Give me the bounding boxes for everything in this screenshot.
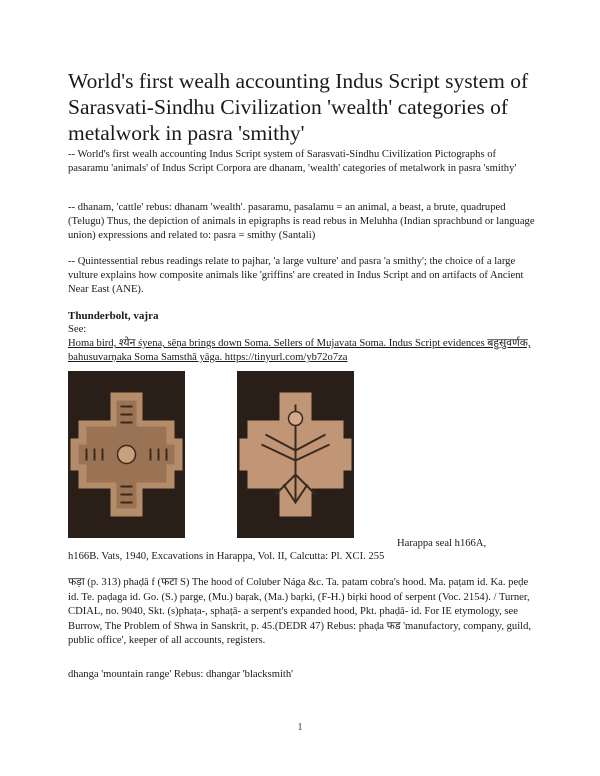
see-label: See:: [68, 324, 87, 335]
vulture-paragraph: -- Quintessential rebus readings relate to pajhar, 'a large vulture' and pasra 'a smithy'; the choice of a large vulture explains how composite animals like 'griffins' are created in Indus Script and on artifacts of Ancient Near East (ANE).: [68, 256, 524, 295]
page-number: 1: [297, 722, 303, 733]
hood-etymology-paragraph: फड़ा (p. 313) phaḍā f (फटा S) The hood of Coluber Nága &c. Ta. patam cobra's hood. Ma. paṭam id. Ka. peḍe id. Te. paḍaga id. Go. (S.) parge, (Mu.) baṛak, (Ma.) baṛki, (F-H.) biṛki hood of serpent (Voc. 2154). / Turner, CDIAL, no. 9040, Skt. (s)phaṭa-, sphaṭā- a serpent's expanded hood, Pkt. phaḍā- id. For IE etymology, see Burrow, The Problem of Shwa in Sanskrit, p. 45.(DEDR 47) Rebus: phaḍa फड 'manufactory, company, guild, public office', keeper of all accounts, registers.: [68, 577, 532, 646]
figure-caption-line1: Harappa seal h166A,: [397, 538, 487, 549]
seal-image-left: [68, 371, 185, 538]
section-heading: Thunderbolt, vajra: [68, 310, 159, 322]
figure-caption-line2: h166B. Vats, 1940, Excavations in Harappa, Vol. II, Calcutta: Pl. XCI. 255: [68, 551, 385, 562]
reference-link[interactable]: Homa bird, श्येन śyena, sēṇa brings down Soma. Sellers of Mujavata Soma. Indus Script evidences बहुसुवर्णक, bahusuvarṇaka Soma Samsthā yāga. https://tinyurl.com/yb72o7za: [68, 338, 531, 363]
page-title: World's first wealh accounting Indus Script system of Sarasvati-Sindhu Civilization 'wealth' categories of metalwork in pasra 'smithy': [68, 69, 529, 145]
dhanga-paragraph: dhanga 'mountain range' Rebus: dhangar 'blacksmith': [68, 669, 294, 680]
rebus-paragraph: -- dhanam, 'cattle' rebus: dhanam 'wealth'. pasaramu, pasalamu = an animal, a beast, a brute, quadruped (Telugu) Thus, the depiction of animals in epigraphs is read rebus in Meluhha (Indian sprachbund or language union) expressions and related to: pasra = smithy (Santali): [68, 202, 535, 241]
intro-paragraph: -- World's first wealh accounting Indus Script system of Sarasvati-Sindhu Civilization Pictographs of pasaramu 'animals' of Indus Script Corpora are dhanam, 'wealth' categories of metalwork in pasra 'smithy': [68, 149, 517, 174]
seal-image-right: [237, 371, 354, 538]
seal-photo-h166a: [68, 371, 185, 538]
seal-photo-h166b: [237, 371, 354, 538]
